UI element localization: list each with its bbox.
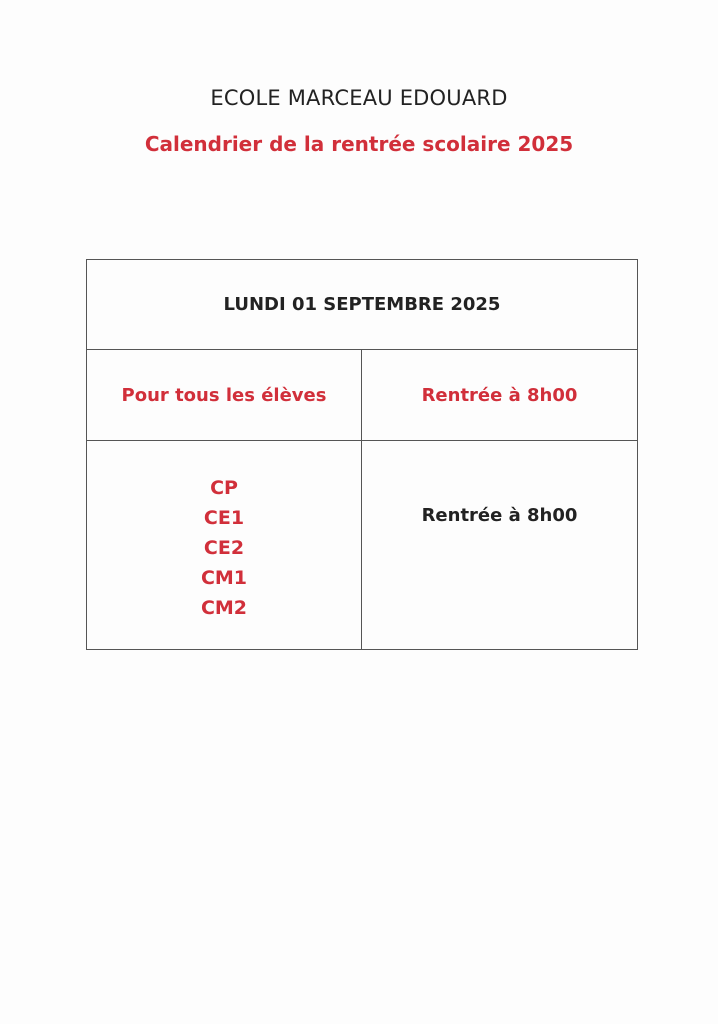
- classes-row: [87, 441, 637, 650]
- date-header-cell: [87, 260, 637, 350]
- class-list: [87, 473, 361, 623]
- classes-list-cell: [87, 441, 362, 650]
- students-label-cell: [87, 350, 362, 440]
- class-item-ce1: CE1: [203, 507, 245, 529]
- class-item-cp: CP: [210, 477, 238, 499]
- school-name-heading: ECOLE MARCEAU EDOUARD: [210, 86, 508, 110]
- classes-time-cell: [362, 441, 637, 650]
- date-label: LUNDI 01 SEPTEMBRE 2025: [223, 294, 501, 315]
- students-time: Rentrée à 8h00: [421, 384, 578, 406]
- class-item-cm1: CM1: [200, 567, 248, 589]
- classes-time: Rentrée à 8h00: [421, 505, 578, 526]
- students-time-cell: [362, 350, 637, 440]
- class-item-ce2: CE2: [203, 537, 245, 559]
- students-row: [87, 350, 637, 441]
- schedule-table: [86, 259, 638, 650]
- calendar-title: Calendrier de la rentrée scolaire 2025: [144, 132, 574, 156]
- students-label: Pour tous les élèves: [121, 384, 327, 406]
- class-item-cm2: CM2: [200, 597, 248, 619]
